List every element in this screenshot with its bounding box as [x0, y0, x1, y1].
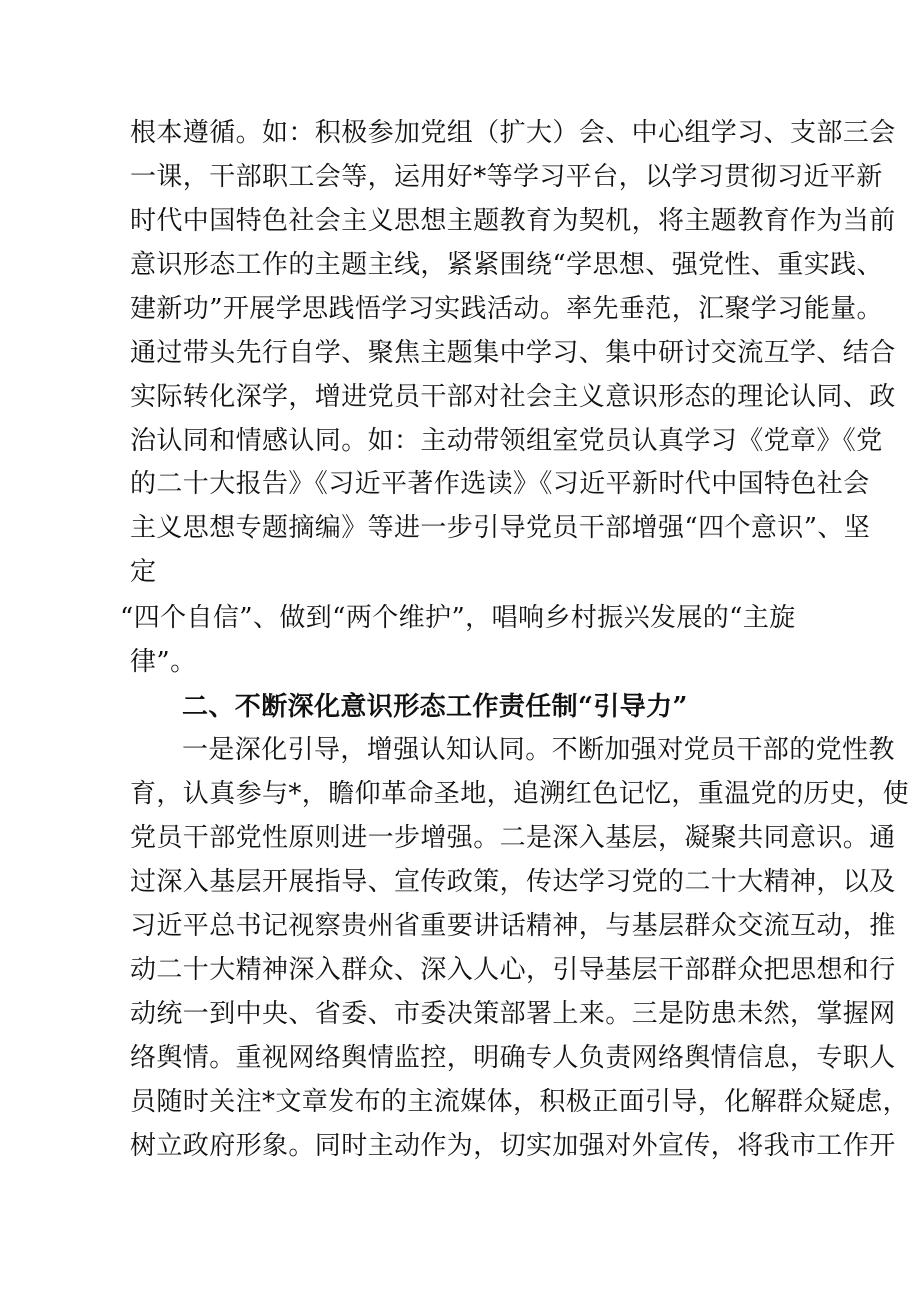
paragraph-line: 动统一到中央、省委、市委决策部署上来。三是防患未然，掌握网: [130, 999, 896, 1029]
paragraph-line: 律”。: [130, 647, 197, 677]
paragraph-line: 习近平总书记视察贵州省重要讲话精神，与基层群众交流互动，推: [130, 911, 896, 941]
paragraph-line: 定: [130, 557, 157, 587]
paragraph-line: 建新功”开展学思践悟学习实践活动。率先垂范，汇聚学习能量。: [130, 294, 883, 324]
paragraph-line: 治认同和情感认同。如：主动带领组室党员认真学习《党章》《党: [130, 426, 883, 456]
paragraph-line: 树立政府形象。同时主动作为，切实加强对外宣传，将我市工作开: [130, 1131, 896, 1161]
paragraph-line: 时代中国特色社会主义思想主题教育为契机，将主题教育作为当前: [130, 206, 896, 236]
paragraph-line: 通过带头先行自学、聚焦主题集中学习、集中研讨交流互学、结合: [130, 338, 896, 368]
paragraph-line: 络舆情。重视网络舆情监控，明确专人负责网络舆情信息，专职人: [130, 1043, 896, 1073]
paragraph-line: 育，认真参与*，瞻仰革命圣地，追溯红色记忆，重温党的历史，使: [130, 779, 910, 809]
paragraph-line: “四个自信”、做到“两个维护”，唱响乡村振兴发展的“主旋: [120, 603, 796, 633]
paragraph-line: 党员干部党性原则进一步增强。二是深入基层，凝聚共同意识。通: [130, 823, 896, 853]
paragraph-line: 主义思想专题摘编》等进一步引导党员干部增强“四个意识”、坚: [130, 513, 871, 543]
paragraph-line: 意识形态工作的主题主线，紧紧围绕“学思想、强党性、重实践、: [130, 250, 883, 280]
paragraph-line: 根本遵循。如：积极参加党组（扩大）会、中心组学习、支部三会: [130, 118, 896, 148]
paragraph-line: 动二十大精神深入群众、深入人心，引导基层干部群众把思想和行: [130, 955, 896, 985]
paragraph-line: 一课，干部职工会等，运用好*等学习平台，以学习贯彻习近平新: [130, 162, 883, 192]
paragraph-line: 员随时关注*文章发布的主流媒体，积极正面引导，化解群众疑虑，: [130, 1087, 910, 1117]
paragraph-line: 的二十大报告》《习近平著作选读》《习近平新时代中国特色社会: [130, 469, 870, 499]
section-heading: 二、不断深化意识形态工作责任制“引导力”: [182, 692, 688, 722]
paragraph-line: 一是深化引导，增强认知认同。不断加强对党员干部的党性教: [182, 735, 895, 765]
paragraph-line: 实际转化深学，增进党员干部对社会主义意识形态的理论认同、政: [130, 382, 896, 412]
paragraph-line: 过深入基层开展指导、宣传政策，传达学习党的二十大精神，以及: [130, 867, 896, 897]
